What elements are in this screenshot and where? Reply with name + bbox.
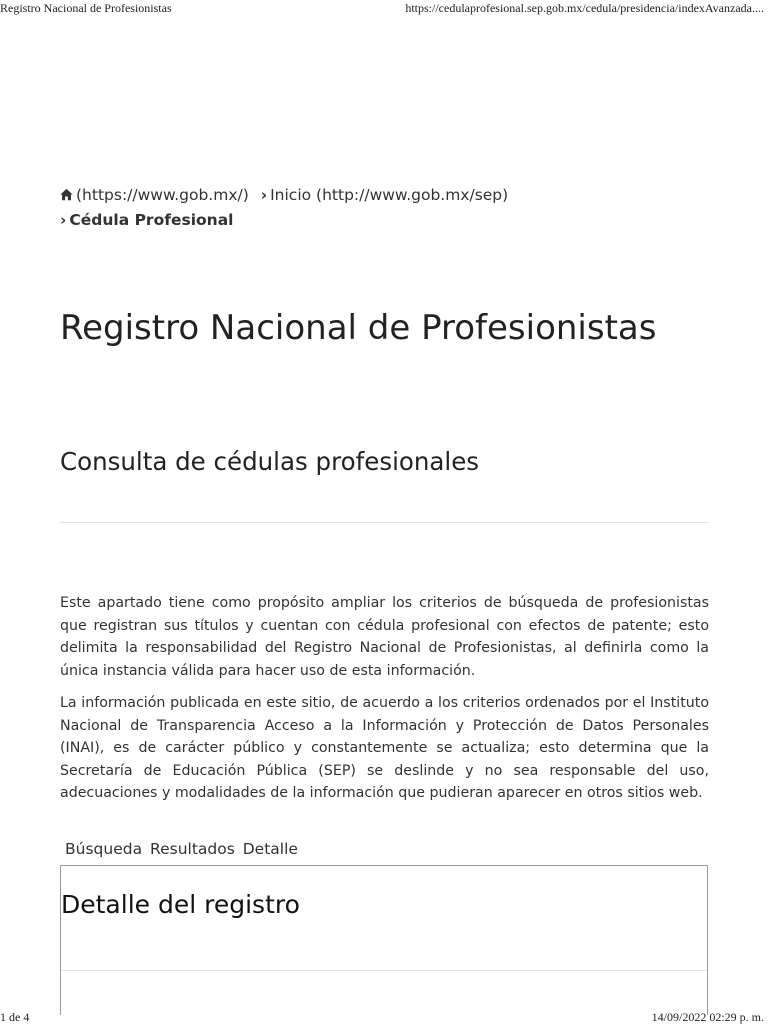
breadcrumb-row-1 xyxy=(60,183,508,208)
breadcrumb-row-2 xyxy=(60,208,508,233)
search-tabs xyxy=(65,840,301,858)
print-footer-page: 1 de 4 xyxy=(0,1010,30,1024)
breadcrumb xyxy=(60,183,508,233)
page-subtitle: Consulta de cédulas profesionales xyxy=(60,447,480,476)
breadcrumb-home-link[interactable]: (https://www.gob.mx/) xyxy=(76,186,249,204)
tab-resultados[interactable]: Resultados xyxy=(150,840,235,858)
breadcrumb-inicio-link[interactable]: Inicio (http://www.gob.mx/sep) xyxy=(270,186,509,204)
detail-panel xyxy=(60,865,708,1015)
detail-divider xyxy=(61,970,707,971)
breadcrumb-current: Cédula Profesional xyxy=(69,211,234,229)
detail-title: Detalle del registro xyxy=(61,890,300,919)
tab-detalle[interactable]: Detalle xyxy=(242,840,298,858)
section-divider xyxy=(60,522,709,523)
disclaimer-paragraph: La información publicada en este sitio, de acuerdo a los criterios ordenados por el Instituto Nacional de Transparencia Acceso a la Información y Protección de Datos Personales (INAI), es de carácter público y constantemente se actualiza; esto determina que la Secretaría de Educación Pública (SEP) se deslinde y no sea responsable del uso, adecuaciones y modalidades de la información que pudieran aparecer en otros sitios web. xyxy=(60,695,709,801)
chevron-right-icon: › xyxy=(60,211,67,229)
print-header-title: Registro Nacional de Profesionistas xyxy=(0,1,172,15)
print-header-url: https://cedulaprofesional.sep.gob.mx/cedula/presidencia/indexAvanzada.... xyxy=(405,1,764,15)
page-title: Registro Nacional de Profesionistas xyxy=(60,308,657,348)
print-footer-timestamp: 14/09/2022 02:29 p. m. xyxy=(651,1010,764,1024)
home-icon[interactable] xyxy=(60,188,73,201)
intro-paragraph: Este apartado tiene como propósito ampliar los criterios de búsqueda de profesionistas que registran sus títulos y cuentan con cédula profesional con efectos de patente; esto delimita la responsabilidad del Registro Nacional de Profesionistas, al definirla como la única instancia válida para hacer uso de esta información. xyxy=(60,595,709,679)
print-footer xyxy=(0,1009,768,1025)
chevron-right-icon: › xyxy=(260,186,268,204)
print-header xyxy=(0,0,768,16)
tab-busqueda[interactable]: Búsqueda xyxy=(65,840,143,858)
